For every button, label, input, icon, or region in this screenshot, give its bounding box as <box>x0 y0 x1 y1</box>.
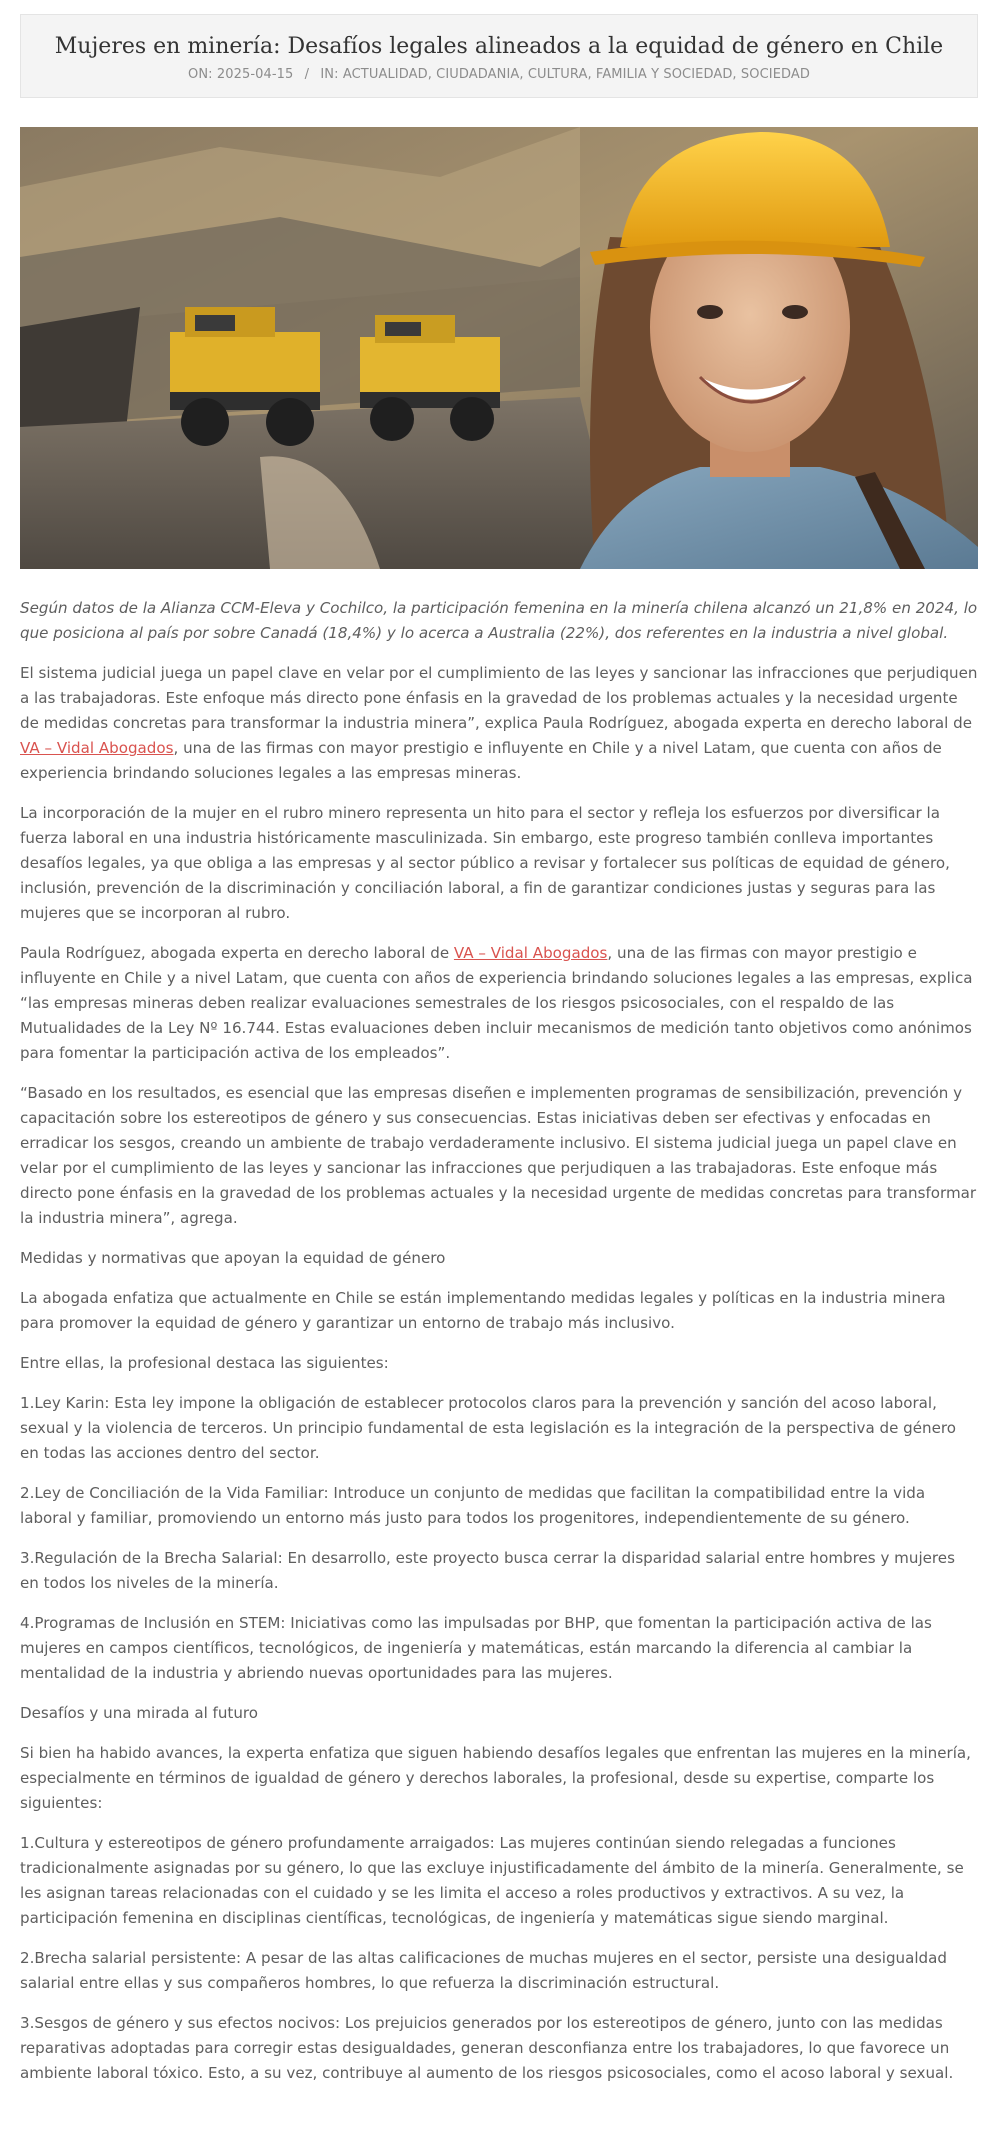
list-item: 3.Sesgos de género y sus efectos nocivos: Los prejuicios generados por los estereotipos de género, junto con las medidas reparativas adoptadas para corregir estas desigualdades, generan desconfianza entre los trabajadores, lo que favorece un ambiente laboral tóxico. Esto, a su vez, contribuye al aumento de los riesgos psicosociales, como el acoso laboral y sexual. <box>20 2014 954 2082</box>
paragraph: Si bien ha habido avances, la experta enfatiza que siguen habiendo desafíos legales que enfrentan las mujeres en la minería, especialmente en términos de igualdad de género y derechos laborales, la profesional, desde su expertise, comparte los siguientes: <box>20 1744 971 1812</box>
page-title: Mujeres en minería: Desafíos legales alineados a la equidad de género en Chile <box>54 34 944 59</box>
paragraph: La abogada enfatiza que actualmente en Chile se están implementando medidas legales y políticas en la industria minera para promover la equidad de género y garantizar un entorno de trabajo más inclusivo. <box>20 1289 946 1332</box>
paragraph-text: Paula Rodríguez, abogada experta en derecho laboral de <box>20 944 454 962</box>
section-heading: Desafíos y una mirada al futuro <box>20 1704 259 1722</box>
post-meta <box>21 67 977 82</box>
article-body <box>20 596 978 2101</box>
paragraph <box>20 941 978 1066</box>
paragraph-text: , una de las firmas con mayor prestigio e influyente en Chile y a nivel Latam, que cuenta con años de experiencia brindando soluciones legales a las empresas, explica “las empresas mineras deben realizar evaluaciones semestrales de los riesgos psicosociales, con el respaldo de las Mutualidades de la Ley Nº 16.744. Estas evaluaciones deben incluir mecanismos de medición tanto objetivos como anónimos para fomentar la participación activa de los empleados”. <box>20 944 973 1062</box>
post-date: 2025-04-15 <box>216 67 294 82</box>
paragraph-text: El sistema judicial juega un papel clave en velar por el cumplimiento de las leyes y sancionar las infracciones que perjudiquen a las trabajadoras. Este enfoque más directo pone énfasis en la gravedad de los problemas actuales y la necesidad urgente de medidas concretas para transformar la industria minera”, explica Paula Rodríguez, abogada experta en derecho laboral de <box>20 664 978 732</box>
post-header <box>20 14 978 98</box>
paragraph: La incorporación de la mujer en el rubro minero representa un hito para el sector y refleja los esfuerzos por diversificar la fuerza laboral en una industria históricamente masculinizada. Sin embargo, este progreso también conlleva importantes desafíos legales, ya que obliga a las empresas y al sector público a revisar y fortalecer sus políticas de equidad de género, inclusión, prevención de la discriminación y conciliación laboral, a fin de garantizar condiciones justas y seguras para las mujeres que se incorporan al rubro. <box>20 804 950 922</box>
lead-paragraph: Según datos de la Alianza CCM-Eleva y Cochilco, la participación femenina en la minería chilena alcanzó un 21,8% en 2024, lo que posiciona al país por sobre Canadá (18,4%) y lo acerca a Australia (22%), dos referentes en la industria a nivel global. <box>20 599 978 642</box>
paragraph-text: , una de las firmas con mayor prestigio e influyente en Chile y a nivel Latam, que cuenta con años de experiencia brindando soluciones legales a las empresas mineras. <box>20 739 942 782</box>
meta-separator: / <box>304 67 310 82</box>
list-item: 2.Brecha salarial persistente: A pesar de las altas calificaciones de muchas mujeres en el sector, persiste una desigualdad salarial entre ellas y sus compañeros hombres, lo que refuerza la discriminación estructural. <box>20 1949 947 1992</box>
list-item: 1.Cultura y estereotipos de género profundamente arraigados: Las mujeres continúan siendo relegadas a funciones tradicionalmente asignadas por su género, lo que las excluye injustificadamente del ámbito de la minería. Generalmente, se les asignan tareas relacionadas con el cuidado y se les limita el acceso a roles productivos y extractivos. A su vez, la participación femenina en disciplinas científicas, tecnológicas, de ingeniería y matemáticas sigue siendo marginal. <box>20 1834 964 1927</box>
hero-image <box>20 127 978 569</box>
paragraph: “Basado en los resultados, es esencial que las empresas diseñen e implementen programas de sensibilización, prevención y capacitación sobre los estereotipos de género y sus consecuencias. Estas iniciativas deben ser efectivas y enfocadas en erradicar los sesgos, creando un ambiente de trabajo verdaderamente inclusivo. El sistema judicial juega un papel clave en velar por el cumplimiento de las leyes y sancionar las infracciones que perjudiquen a las trabajadoras. Este enfoque más directo pone énfasis en la gravedad de los problemas actuales y la necesidad urgente de medidas concretas para transformar la industria minera”, agrega. <box>20 1084 977 1227</box>
vidal-abogados-link[interactable]: VA – Vidal Abogados <box>20 739 174 757</box>
paragraph <box>20 661 978 786</box>
list-item: 3.Regulación de la Brecha Salarial: En desarrollo, este proyecto busca cerrar la disparidad salarial entre hombres y mujeres en todos los niveles de la minería. <box>20 1549 955 1592</box>
vidal-abogados-link[interactable]: VA – Vidal Abogados <box>453 944 608 962</box>
list-item: 1.Ley Karin: Esta ley impone la obligación de establecer protocolos claros para la prevención y sanción del acoso laboral, sexual y la violencia de terceros. Un principio fundamental de esta legislación es la integración de la perspectiva de género en todas las acciones dentro del sector. <box>20 1394 956 1462</box>
post-categories[interactable]: ACTUALIDAD, CIUDADANIA, CULTURA, FAMILIA Y SOCIEDAD, SOCIEDAD <box>342 67 810 82</box>
list-item: 2.Ley de Conciliación de la Vida Familiar: Introduce un conjunto de medidas que facilitan la compatibilidad entre la vida laboral y familiar, promoviendo un entorno más justo para todos los progenitores, independientemente de su género. <box>20 1484 926 1527</box>
paragraph: Entre ellas, la profesional destaca las siguientes: <box>20 1354 389 1372</box>
meta-on-label: ON: <box>187 67 213 82</box>
section-heading: Medidas y normativas que apoyan la equidad de género <box>20 1249 446 1267</box>
meta-in-label: IN: <box>320 67 339 82</box>
list-item: 4.Programas de Inclusión en STEM: Iniciativas como las impulsadas por BHP, que fomentan la participación activa de las mujeres en campos científicos, tecnológicos, de ingeniería y matemáticas, están marcando la diferencia al cambiar la mentalidad de la industria y abriendo nuevas oportunidades para las mujeres. <box>20 1614 932 1682</box>
